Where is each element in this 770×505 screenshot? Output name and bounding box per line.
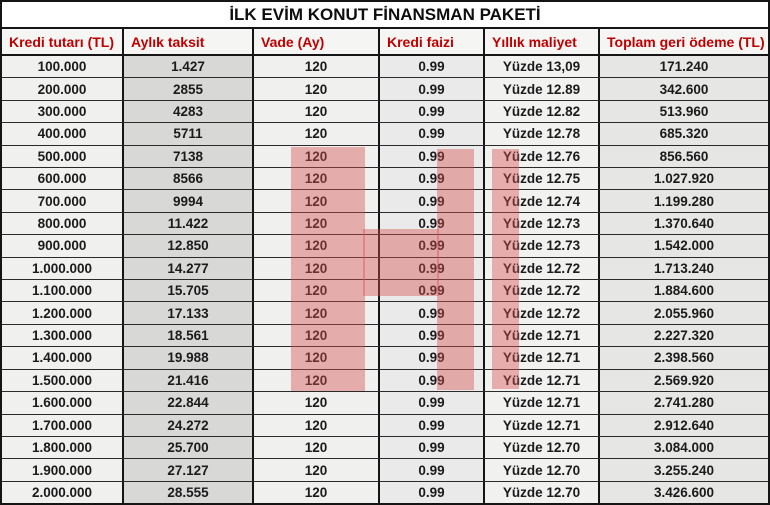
- cell-toplam-geri-odeme: 342.600: [600, 78, 768, 99]
- cell-yillik-maliyet: Yüzde 12.89: [485, 78, 600, 99]
- cell-kredi-faizi: 0.99: [380, 437, 485, 458]
- cell-kredi-tutari: 1.100.000: [2, 280, 124, 301]
- cell-aylik-taksit: 28.555: [124, 482, 254, 503]
- cell-yillik-maliyet: Yüzde 12.76: [485, 146, 600, 167]
- cell-toplam-geri-odeme: 856.560: [600, 146, 768, 167]
- cell-toplam-geri-odeme: 2.398.560: [600, 347, 768, 368]
- cell-kredi-tutari: 1.900.000: [2, 459, 124, 480]
- cell-aylik-taksit: 7138: [124, 146, 254, 167]
- cell-kredi-faizi: 0.99: [380, 258, 485, 279]
- cell-vade: 120: [254, 280, 380, 301]
- cell-yillik-maliyet: Yüzde 12.71: [485, 347, 600, 368]
- cell-vade: 120: [254, 258, 380, 279]
- cell-aylik-taksit: 25.700: [124, 437, 254, 458]
- cell-aylik-taksit: 5711: [124, 123, 254, 144]
- table-row: [2, 190, 768, 212]
- page-title: İLK EVİM KONUT FİNANSMAN PAKETİ: [229, 4, 541, 24]
- cell-toplam-geri-odeme: 2.055.960: [600, 302, 768, 323]
- cell-yillik-maliyet: Yüzde 12.72: [485, 302, 600, 323]
- cell-vade: 120: [254, 370, 380, 391]
- cell-kredi-faizi: 0.99: [380, 347, 485, 368]
- cell-kredi-tutari: 1.000.000: [2, 258, 124, 279]
- cell-vade: 120: [254, 78, 380, 99]
- cell-aylik-taksit: 4283: [124, 101, 254, 122]
- cell-aylik-taksit: 17.133: [124, 302, 254, 323]
- cell-toplam-geri-odeme: 3.255.240: [600, 459, 768, 480]
- cell-kredi-faizi: 0.99: [380, 370, 485, 391]
- table-row: [2, 415, 768, 437]
- table-row: [2, 213, 768, 235]
- cell-vade: 120: [254, 190, 380, 211]
- table-row: [2, 459, 768, 481]
- cell-kredi-faizi: 0.99: [380, 101, 485, 122]
- cell-kredi-faizi: 0.99: [380, 235, 485, 256]
- cell-toplam-geri-odeme: 1.542.000: [600, 235, 768, 256]
- cell-toplam-geri-odeme: 1.199.280: [600, 190, 768, 211]
- cell-aylik-taksit: 24.272: [124, 415, 254, 436]
- cell-toplam-geri-odeme: 1.713.240: [600, 258, 768, 279]
- cell-kredi-faizi: 0.99: [380, 415, 485, 436]
- table-row: [2, 235, 768, 257]
- cell-yillik-maliyet: Yüzde 12.73: [485, 235, 600, 256]
- cell-kredi-tutari: 1.700.000: [2, 415, 124, 436]
- cell-kredi-faizi: 0.99: [380, 168, 485, 189]
- cell-aylik-taksit: 11.422: [124, 213, 254, 234]
- cell-vade: 120: [254, 101, 380, 122]
- cell-aylik-taksit: 19.988: [124, 347, 254, 368]
- cell-aylik-taksit: 1.427: [124, 56, 254, 77]
- cell-toplam-geri-odeme: 1.884.600: [600, 280, 768, 301]
- cell-kredi-tutari: 2.000.000: [2, 482, 124, 503]
- cell-yillik-maliyet: Yüzde 12.73: [485, 213, 600, 234]
- column-header-vade: Vade (Ay): [254, 29, 380, 54]
- cell-vade: 120: [254, 459, 380, 480]
- cell-kredi-tutari: 600.000: [2, 168, 124, 189]
- cell-yillik-maliyet: Yüzde 12.71: [485, 325, 600, 346]
- column-header-yillik-maliyet: Yıllık maliyet: [485, 29, 600, 54]
- cell-yillik-maliyet: Yüzde 12.71: [485, 370, 600, 391]
- cell-toplam-geri-odeme: 1.370.640: [600, 213, 768, 234]
- cell-yillik-maliyet: Yüzde 12.71: [485, 392, 600, 413]
- table-row: [2, 347, 768, 369]
- cell-vade: 120: [254, 325, 380, 346]
- cell-aylik-taksit: 2855: [124, 78, 254, 99]
- cell-aylik-taksit: 14.277: [124, 258, 254, 279]
- cell-kredi-faizi: 0.99: [380, 190, 485, 211]
- cell-aylik-taksit: 18.561: [124, 325, 254, 346]
- cell-vade: 120: [254, 392, 380, 413]
- cell-yillik-maliyet: Yüzde 13,09: [485, 56, 600, 77]
- cell-kredi-faizi: 0.99: [380, 280, 485, 301]
- cell-toplam-geri-odeme: 2.569.920: [600, 370, 768, 391]
- cell-aylik-taksit: 15.705: [124, 280, 254, 301]
- cell-kredi-faizi: 0.99: [380, 392, 485, 413]
- cell-vade: 120: [254, 415, 380, 436]
- cell-yillik-maliyet: Yüzde 12.72: [485, 258, 600, 279]
- cell-vade: 120: [254, 168, 380, 189]
- table-row: [2, 56, 768, 78]
- cell-vade: 120: [254, 302, 380, 323]
- cell-kredi-tutari: 200.000: [2, 78, 124, 99]
- cell-toplam-geri-odeme: 3.084.000: [600, 437, 768, 458]
- cell-kredi-faizi: 0.99: [380, 459, 485, 480]
- cell-aylik-taksit: 12.850: [124, 235, 254, 256]
- cell-aylik-taksit: 27.127: [124, 459, 254, 480]
- cell-yillik-maliyet: Yüzde 12.74: [485, 190, 600, 211]
- cell-vade: 120: [254, 347, 380, 368]
- cell-kredi-faizi: 0.99: [380, 482, 485, 503]
- cell-toplam-geri-odeme: 2.227.320: [600, 325, 768, 346]
- cell-kredi-faizi: 0.99: [380, 123, 485, 144]
- column-header-kredi-tutari: Kredi tutarı (TL): [2, 29, 124, 54]
- cell-kredi-tutari: 300.000: [2, 101, 124, 122]
- table-row: [2, 370, 768, 392]
- cell-kredi-tutari: 1.600.000: [2, 392, 124, 413]
- cell-yillik-maliyet: Yüzde 12.82: [485, 101, 600, 122]
- table-row: [2, 146, 768, 168]
- cell-toplam-geri-odeme: 1.027.920: [600, 168, 768, 189]
- cell-vade: 120: [254, 437, 380, 458]
- cell-vade: 120: [254, 146, 380, 167]
- cell-yillik-maliyet: Yüzde 12.70: [485, 437, 600, 458]
- column-header-toplam-geri-odeme: Toplam geri ödeme (TL): [600, 29, 768, 54]
- cell-yillik-maliyet: Yüzde 12.70: [485, 459, 600, 480]
- table-row: [2, 392, 768, 414]
- table-row: [2, 78, 768, 100]
- cell-yillik-maliyet: Yüzde 12.71: [485, 415, 600, 436]
- cell-kredi-tutari: 1.400.000: [2, 347, 124, 368]
- cell-kredi-tutari: 900.000: [2, 235, 124, 256]
- cell-yillik-maliyet: Yüzde 12.78: [485, 123, 600, 144]
- cell-kredi-tutari: 1.800.000: [2, 437, 124, 458]
- column-header-kredi-faizi: Kredi faizi: [380, 29, 485, 54]
- cell-yillik-maliyet: Yüzde 12.70: [485, 482, 600, 503]
- cell-kredi-faizi: 0.99: [380, 325, 485, 346]
- cell-toplam-geri-odeme: 171.240: [600, 56, 768, 77]
- table-row: [2, 437, 768, 459]
- cell-kredi-tutari: 500.000: [2, 146, 124, 167]
- cell-yillik-maliyet: Yüzde 12.75: [485, 168, 600, 189]
- table-row: [2, 302, 768, 324]
- cell-kredi-faizi: 0.99: [380, 213, 485, 234]
- table-title-row: [2, 2, 768, 29]
- cell-vade: 120: [254, 123, 380, 144]
- cell-kredi-faizi: 0.99: [380, 302, 485, 323]
- cell-kredi-faizi: 0.99: [380, 78, 485, 99]
- cell-yillik-maliyet: Yüzde 12.72: [485, 280, 600, 301]
- cell-kredi-faizi: 0.99: [380, 56, 485, 77]
- cell-vade: 120: [254, 482, 380, 503]
- cell-toplam-geri-odeme: 3.426.600: [600, 482, 768, 503]
- cell-kredi-tutari: 100.000: [2, 56, 124, 77]
- column-header-aylik-taksit: Aylık taksit: [124, 29, 254, 54]
- table-row: [2, 482, 768, 503]
- cell-kredi-tutari: 1.200.000: [2, 302, 124, 323]
- cell-aylik-taksit: 8566: [124, 168, 254, 189]
- table-row: [2, 168, 768, 190]
- cell-toplam-geri-odeme: 685.320: [600, 123, 768, 144]
- cell-aylik-taksit: 22.844: [124, 392, 254, 413]
- cell-toplam-geri-odeme: 513.960: [600, 101, 768, 122]
- cell-aylik-taksit: 21.416: [124, 370, 254, 391]
- table-row: [2, 101, 768, 123]
- cell-kredi-tutari: 800.000: [2, 213, 124, 234]
- table-row: [2, 258, 768, 280]
- cell-vade: 120: [254, 56, 380, 77]
- cell-vade: 120: [254, 235, 380, 256]
- cell-kredi-tutari: 1.300.000: [2, 325, 124, 346]
- cell-aylik-taksit: 9994: [124, 190, 254, 211]
- cell-kredi-faizi: 0.99: [380, 146, 485, 167]
- cell-kredi-tutari: 700.000: [2, 190, 124, 211]
- table-row: [2, 280, 768, 302]
- cell-toplam-geri-odeme: 2.912.640: [600, 415, 768, 436]
- table-row: [2, 325, 768, 347]
- cell-vade: 120: [254, 213, 380, 234]
- cell-kredi-tutari: 1.500.000: [2, 370, 124, 391]
- cell-toplam-geri-odeme: 2.741.280: [600, 392, 768, 413]
- table-row: [2, 123, 768, 145]
- cell-kredi-tutari: 400.000: [2, 123, 124, 144]
- table-header-row: [2, 29, 768, 56]
